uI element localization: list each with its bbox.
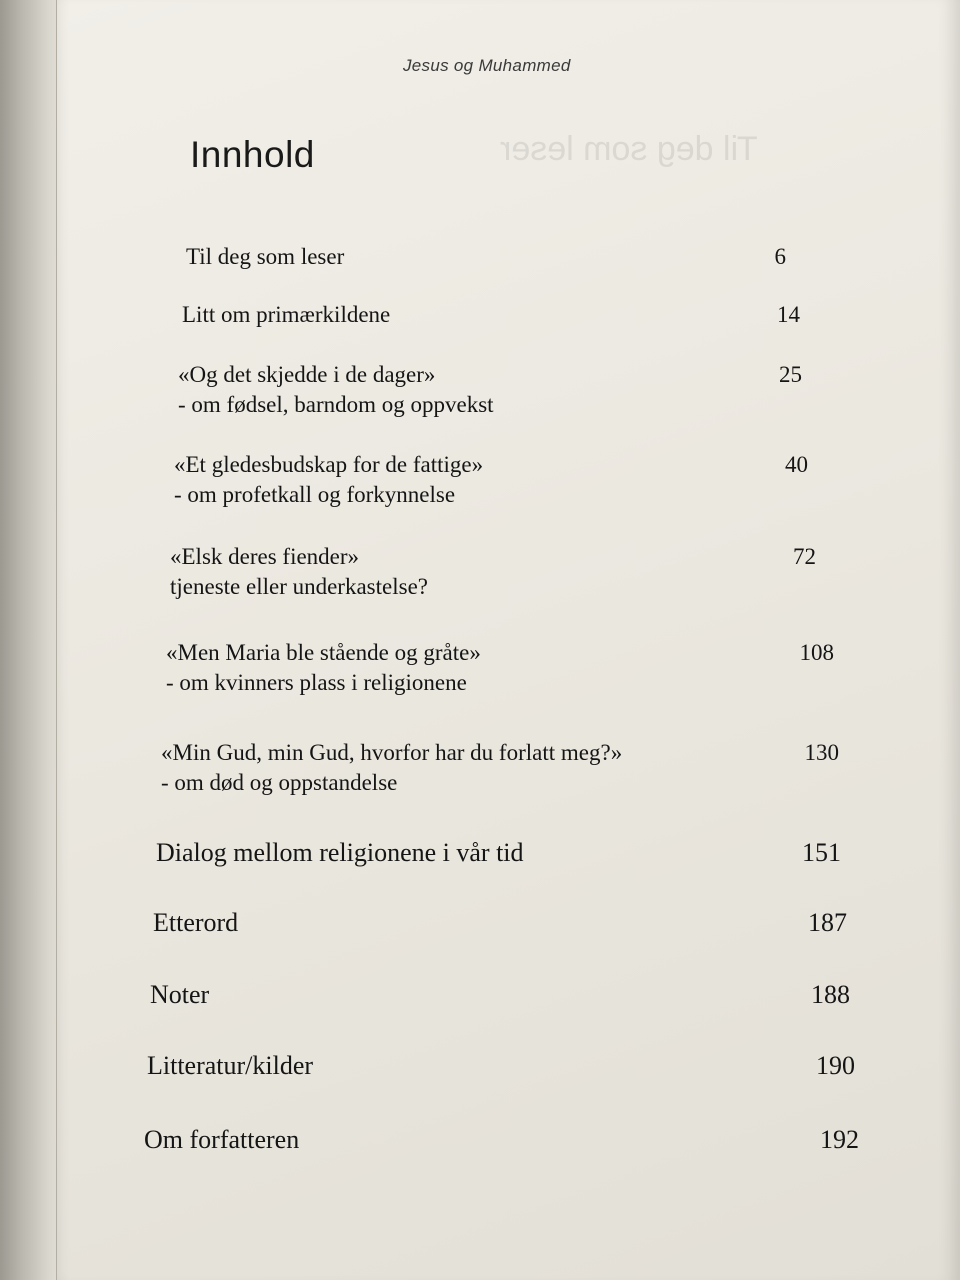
toc-entry-title: Noter: [150, 980, 210, 1009]
toc-entry-title: Til deg som leser: [186, 244, 345, 269]
toc-entry-title: Litt om primærkildene: [182, 302, 391, 327]
toc-entry-page: 151: [802, 838, 841, 867]
toc-title: Innhold: [190, 134, 315, 175]
toc-entry-page: 6: [774, 244, 786, 269]
toc-entry-title: Litteratur/kilder: [147, 1051, 314, 1080]
toc-entry-page: 192: [820, 1125, 859, 1154]
toc-entry: [166, 638, 836, 698]
toc-entry: [170, 542, 820, 602]
toc-entry-title: «Min Gud, min Gud, hvorfor har du forlatt meg?»: [161, 740, 623, 765]
toc-entry: [174, 450, 814, 510]
toc-entry-subtitle: - om død og oppstandelse: [161, 770, 398, 795]
toc-entry-page: 25: [779, 362, 802, 387]
toc-entry: [186, 242, 786, 272]
toc-entry-title: Om forfatteren: [144, 1125, 300, 1154]
toc-entry-page: 40: [785, 452, 808, 477]
toc-entry-title: Etterord: [153, 908, 239, 937]
toc-entry-title: «Og det skjedde i de dager»: [178, 362, 436, 387]
toc-entry-title: «Et gledesbudskap for de fattige»: [174, 452, 484, 477]
page-edge-shadow: [0, 0, 70, 1280]
toc-entry-page: 72: [793, 544, 816, 569]
toc-entry-subtitle: - om fødsel, barndom og oppvekst: [178, 392, 494, 417]
toc-entry-subtitle: tjeneste eller underkastelse?: [170, 574, 428, 599]
toc-entry-subtitle: - om kvinners plass i religionene: [166, 670, 467, 695]
toc-entry: [178, 360, 808, 420]
toc-entry: [144, 1123, 859, 1157]
running-header: Jesus og Muhammed: [403, 56, 571, 75]
toc-entry: [147, 1049, 857, 1083]
toc-entry-page: 188: [811, 980, 850, 1009]
toc-entry-title: «Elsk deres fiender»: [170, 544, 360, 569]
toc-entry-page: 14: [777, 302, 800, 327]
toc-entry: [156, 836, 846, 870]
toc-entry-title: «Men Maria ble stående og gråte»: [166, 640, 481, 665]
bleed-through-title: Til deg som leser: [500, 130, 758, 168]
toc-entry-page: 187: [808, 908, 847, 937]
toc-entry-title: Dialog mellom religionene i vår tid: [156, 838, 524, 867]
toc-entry-page: 108: [799, 640, 834, 665]
toc-entry: [161, 738, 841, 798]
toc-entry: [153, 906, 853, 940]
toc-entry: [182, 300, 802, 330]
toc-entry: [150, 978, 855, 1012]
toc-entry-page: 130: [804, 740, 839, 765]
toc-entry-page: 190: [816, 1051, 855, 1080]
toc-entry-subtitle: - om profetkall og forkynnelse: [174, 482, 456, 507]
